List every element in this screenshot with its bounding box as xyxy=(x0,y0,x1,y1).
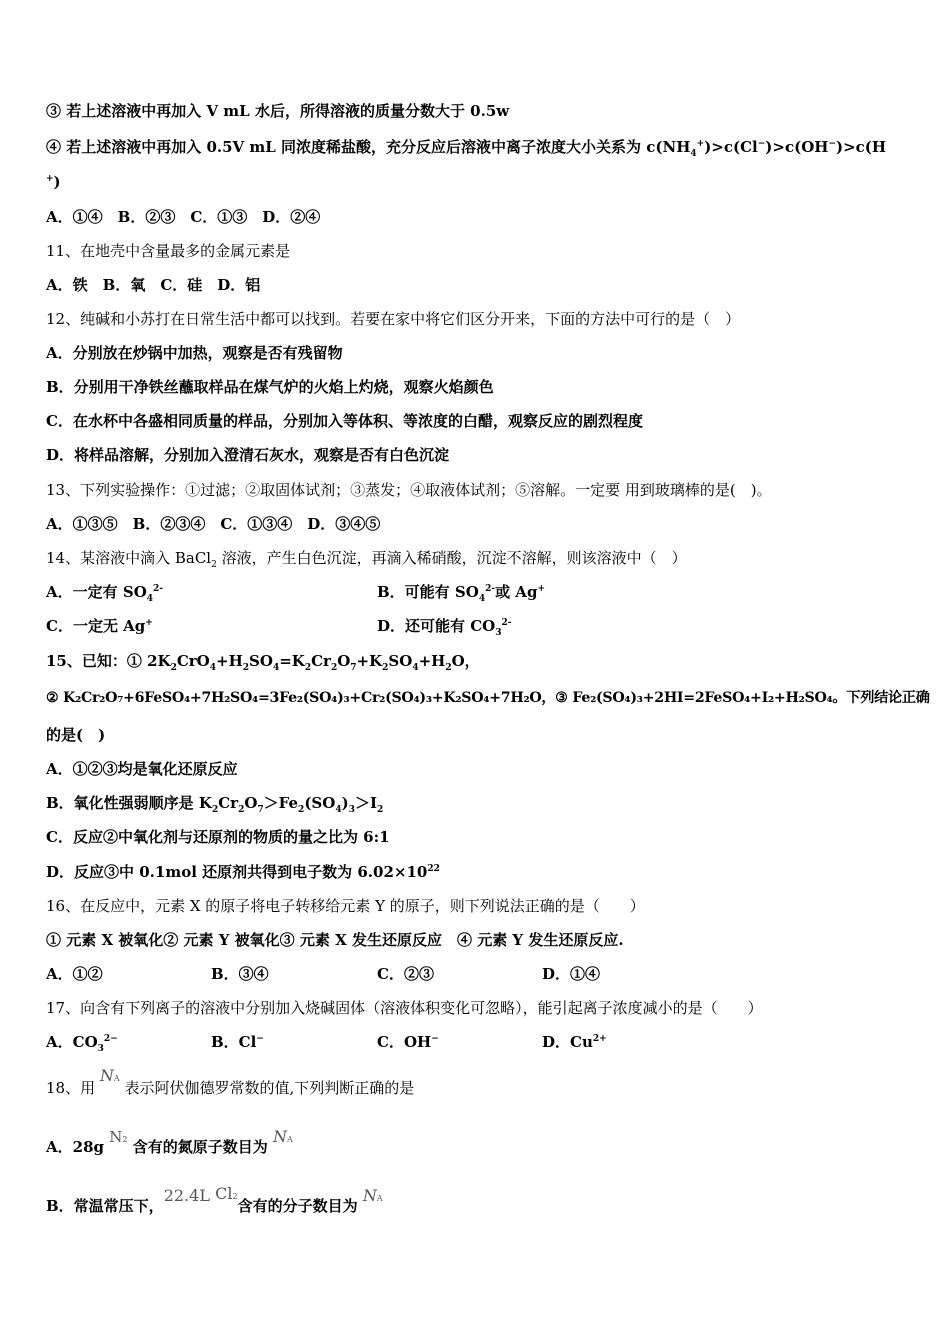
q10-statement-3: ③ 若上述溶液中再加入 V mL 水后，所得溶液的质量分数大于 0.5w xyxy=(46,102,510,120)
q10-statement-4-cont: +) xyxy=(46,173,61,191)
q15-option-c: C．反应②中氧化剂与还原剂的物质的量之比为 6:1 xyxy=(46,828,390,846)
q15-option-d: D．反应③中 0.1mol 还原剂共得到电子数为 $6.02\times 10^{22}$ xyxy=(46,863,440,881)
q16-option-a: A．①② xyxy=(46,965,103,983)
q14-option-b: B．可能有 $SO_4^{2-}$或 Ag+ xyxy=(377,583,545,604)
q16-stem: 16、在反应中，元素 X 的原子将电子转移给元素 Y 的原子，则下列说法正确的是（ ） xyxy=(46,897,645,915)
q12-option-a: A．分别放在炒锅中加热，观察是否有残留物 xyxy=(46,344,343,362)
q17-option-a: A．$CO_3^{2-}$ xyxy=(46,1033,118,1054)
q11-stem: 11、在地壳中含量最多的金属元素是 xyxy=(46,242,291,260)
q15-option-b: B．氧化性强弱顺序是 $K_2Cr_2O_7>Fe_2(SO_4)_3>I_2$ xyxy=(46,794,384,815)
q16-option-c: C．②③ xyxy=(377,965,434,983)
q12-option-d: D．将样品溶解，分别加入澄清石灰水，观察是否有白色沉淀 xyxy=(46,446,450,464)
q17-option-d: D．$Cu^{2+}$ xyxy=(542,1033,607,1051)
q17-option-c: C．OH− xyxy=(377,1033,439,1051)
q10-options: A．①④ B．②③ C．①③ D．②④ xyxy=(46,208,321,226)
q16-option-b: B．③④ xyxy=(211,965,269,983)
q13-stem: 13、下列实验操作：①过滤；②取固体试剂；③蒸发；④取液体试剂；⑤溶解。一定要 用到玻璃棒的是( )。 xyxy=(46,481,772,499)
q18-option-b: B．常温常压下，22.4L Cl2含有的分子数目为 NA xyxy=(46,1184,383,1215)
q15-stem-line3: 的是( ) xyxy=(46,726,106,744)
q12-stem: 12、纯碱和小苏打在日常生活中都可以找到。若要在家中将它们区分开来，下面的方法中可行的是（ ） xyxy=(46,310,741,328)
q16-statements: ① 元素 X 被氧化② 元素 Y 被氧化③ 元素 X 发生还原反应 ④ 元素 Y 发生还原反应. xyxy=(46,931,624,949)
q12-option-c: C．在水杯中各盛相同质量的样品，分别加入等体积、等浓度的白醋，观察反应的剧烈程度 xyxy=(46,412,643,430)
q18-option-a: A．28g N2 含有的氮原子数目为 NA xyxy=(46,1127,293,1156)
q15-stem-line2: ② K₂Cr₂O₇+6FeSO₄+7H₂SO₄=3Fe₂(SO₄)₃+Cr₂(SO₄)₃+K₂SO₄+7H₂O，③ Fe₂(SO₄)₃+2HI=2FeSO₄+I₂+H₂SO₄。下列结论正确 xyxy=(46,690,930,706)
q12-option-b: B．分别用干净铁丝蘸取样品在煤气炉的火焰上灼烧，观察火焰颜色 xyxy=(46,378,494,396)
q17-stem: 17、向含有下列离子的溶液中分别加入烧碱固体（溶液体积变化可忽略），能引起离子浓度减小的是（ ） xyxy=(46,999,763,1017)
q15-stem-line1: 15、已知：① $2K_2CrO_4+H_2SO_4=K_2Cr_2O_7+K_2SO_4+H_2O$， xyxy=(46,652,480,673)
q14-option-a: A．一定有 $SO_4^{2-}$ xyxy=(46,583,164,604)
q11-options: A．铁 B．氧 C．硅 D．铝 xyxy=(46,276,261,294)
q14-option-c: C．一定无 Ag+ xyxy=(46,617,153,635)
q15-option-a: A．①②③均是氧化还原反应 xyxy=(46,760,238,778)
q16-option-d: D．①④ xyxy=(542,965,601,983)
q18-stem: 18、用 NA 表示阿伏伽德罗常数的值,下列判断正确的是 xyxy=(46,1066,415,1097)
q10-statement-4: ④ 若上述溶液中再加入 0.5V mL 同浓度稀盐酸，充分反应后溶液中离子浓度大小关系为 $c(NH_4^+)>c(Cl^-)>c(OH^-)>c(H$ xyxy=(46,138,887,159)
q14-stem: 14、某溶液中滴入 BaCl$_2$ 溶液，产生白色沉淀，再滴入稀硝酸，沉淀不溶解，则该溶液中（ ） xyxy=(46,549,687,570)
q13-options: A．①③⑤ B．②③④ C．①③④ D．③④⑤ xyxy=(46,515,381,533)
q14-option-d: D．还可能有 $CO_3^{2-}$ xyxy=(377,617,512,638)
q17-option-b: B．Cl− xyxy=(211,1033,264,1051)
